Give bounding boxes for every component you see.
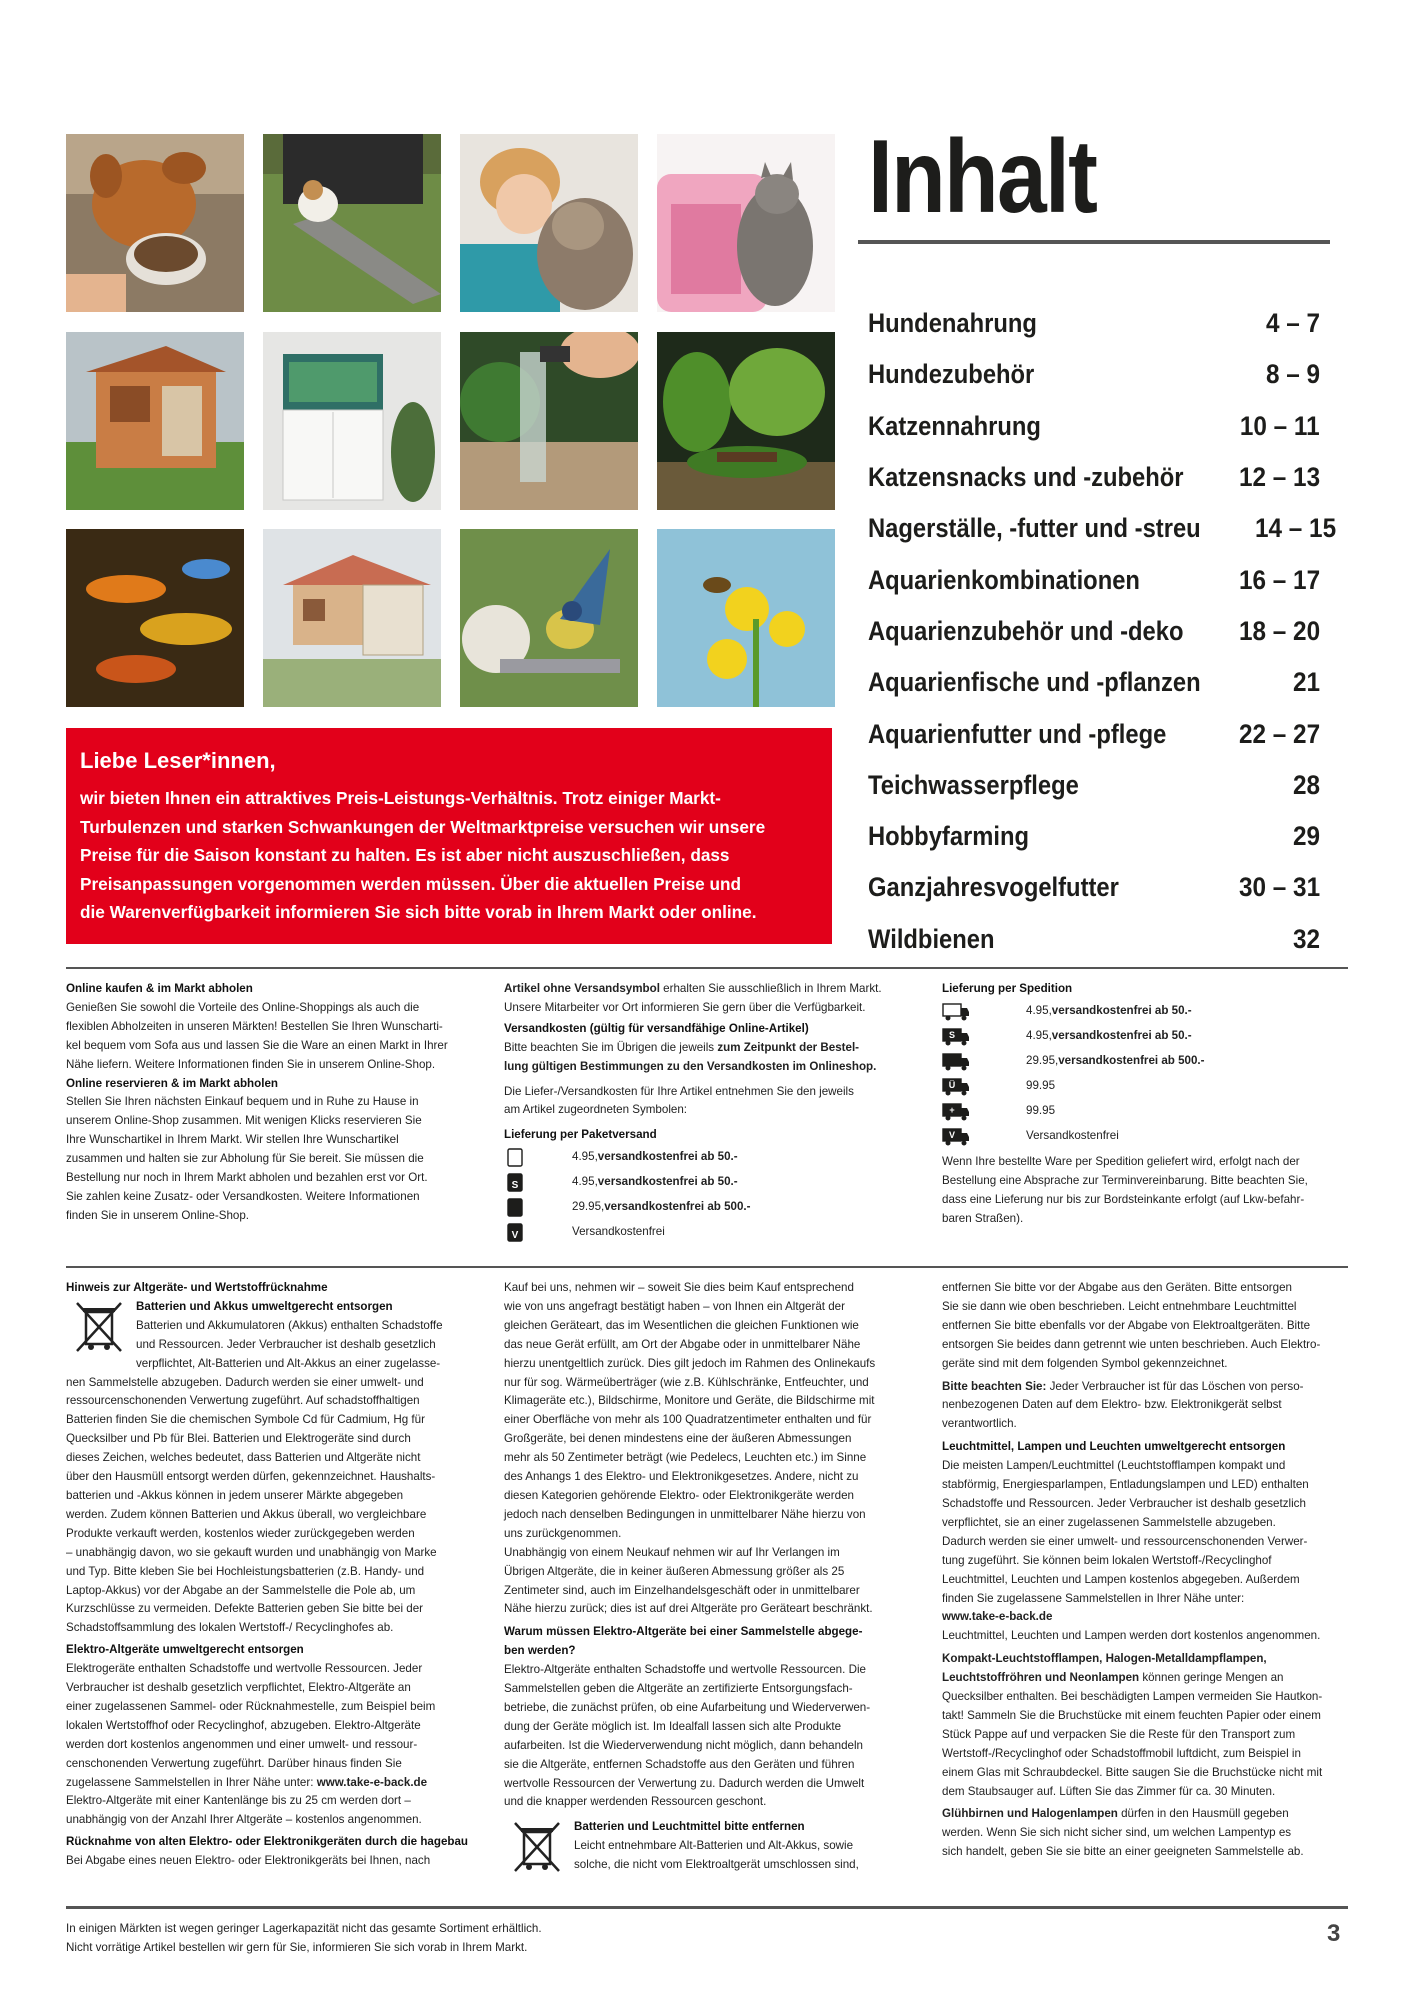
photo-dog-on-car-ramp bbox=[263, 134, 441, 312]
toc-entry-pages: 18 – 20 bbox=[1238, 615, 1320, 646]
rate-price: 4.95, bbox=[572, 1175, 598, 1189]
toc-entry-label: Katzensnacks und -zubehör bbox=[868, 462, 1184, 493]
toc-entry-pages: 30 – 31 bbox=[1238, 872, 1320, 903]
rate-note: versandkostenfrei ab 500.- bbox=[1058, 1053, 1205, 1067]
toc-entry-label: Hundenahrung bbox=[868, 308, 1037, 339]
remove-text-continued: entfernen Sie bitte vor der Abgabe aus den Geräten. Bitte entsorgen Sie sie dann wie oben beschrieben. Leicht entnehmbare Leuchtmittel entfernen Sie bitte ebenfalls vor der Abgabe von Elektroaltgeräten. Bitte entsorgen Sie beides dann getrennt wie unten beschrieben. Auch Elektro- geräte sind mit dem folgenden Symbol gekennzeichnet. bbox=[942, 1281, 1321, 1370]
why-text: Elektro-Altgeräte enthalten Schadstoffe und wertvolle Ressourcen. Die Sammelstellen geben die Altgeräte an zertifizierte Entsorgungsfach- betriebe, die zunächst prüfen, ob eine Aufarbeitung und Wiederverwen- dung der Geräte möglich ist. Im Idealfall lassen sich alte Produkte aufarbeiten. Ist die Wiederverwendung nicht möglich, dann behandeln sie die Altgeräte, entfernen Schadstoffe aus den Geräten und führen wertvolle Ressourcen der Verwertung zu. Dadurch werden die Umwelt und die knapper werdenden Ressourcen geschont. bbox=[504, 1663, 871, 1809]
toc-entry-label: Aquarienzubehör und -deko bbox=[868, 615, 1184, 646]
freight-rate-row bbox=[942, 999, 1352, 1024]
photo-wooden-rabbit-hutch bbox=[66, 332, 244, 510]
truck-s-icon bbox=[942, 1027, 970, 1046]
freight-note: Wenn Ihre bestellte Ware per Spedition geliefert wird, erfolgt nach der Bestellung eine Absprache zur Terminvereinbarung. Bitte beachten Sie, dass eine Lieferung nur bis zur Bordsteinkante erfolgt (auf Lkw-befahr- baren Straßen). bbox=[942, 1154, 1308, 1225]
remove-title: Batterien und Leuchtmittel bitte entfernen bbox=[574, 1820, 805, 1834]
toc-entry bbox=[868, 760, 1320, 811]
lamps-text-2: Leuchtmittel, Leuchten und Lampen werden dort kostenlos angenommen. bbox=[942, 1629, 1321, 1643]
toc-entry-label: Katzennahrung bbox=[868, 410, 1041, 441]
toc-entry bbox=[868, 708, 1320, 759]
note-text: Jeder Verbraucher ist für das Löschen von perso- nenbezogenen Daten auf dem Elektro- bzw. Elektronikgerät selbst verantwortlich. bbox=[942, 1379, 1304, 1431]
electro-title: Elektro-Altgeräte umweltgerecht entsorgen bbox=[66, 1643, 304, 1657]
recycling-column-3 bbox=[942, 1279, 1354, 1862]
toc-entry bbox=[868, 298, 1320, 349]
toc-entry-pages: 8 – 9 bbox=[1265, 359, 1320, 390]
electro-text-2: Elektro-Altgeräte mit einer Kantenlänge bis zu 25 cm werden dort – unabhängig von der Anzahl Ihrer Altgeräte – kostenlos angenommen. bbox=[66, 1794, 422, 1827]
rate-note: versandkostenfrei ab 50.- bbox=[597, 1175, 738, 1189]
no-symbol-bold: Artikel ohne Versandsymbol bbox=[504, 982, 660, 995]
crossed-bin-icon bbox=[74, 1300, 124, 1354]
parcel-rate-row bbox=[504, 1195, 914, 1220]
toc-entry-label: Hobbyfarming bbox=[868, 821, 1030, 852]
truck-outline-icon bbox=[942, 1002, 970, 1021]
no-symbol-text: erhalten Sie ausschließlich in Ihrem Markt. Unsere Mitarbeiter vor Ort informieren Sie gern über die Verfügbarkeit. bbox=[504, 982, 882, 1014]
svg-text:+: + bbox=[949, 1104, 955, 1115]
online-kaufen-text: Genießen Sie sowohl die Vorteile des Online-Shoppings als auch die flexiblen Abholzeiten in unseren Märkten! Bestellen Sie Ihren Wunscharti- kel bequem vom Sofa aus und lassen Sie die Ware an einen Markt in Ihrer Nähe liefern. Weitere Informationen finden Sie in unserem Online-Shop. bbox=[66, 1000, 448, 1071]
letter-heading: Liebe Leser*innen, bbox=[80, 748, 276, 773]
shipping-costs-text: Bitte beachten Sie im Übrigen die jeweils bbox=[504, 1040, 718, 1054]
svg-text:S: S bbox=[948, 1029, 956, 1040]
freight-rate-row bbox=[942, 1124, 1352, 1149]
section-divider bbox=[66, 1266, 1348, 1268]
truck-solid-icon bbox=[942, 1052, 970, 1071]
parcel-title: Lieferung per Paketversand bbox=[504, 1128, 657, 1142]
compact-lamps-title: Kompakt-Leuchtstofflampen, Halogen-Metalldampflampen, Leuchtstoffröhren und Neonlampen bbox=[942, 1652, 1267, 1685]
toc-entry bbox=[868, 452, 1320, 503]
toc-entry bbox=[868, 503, 1337, 554]
freight-rate-row bbox=[942, 1049, 1352, 1074]
photo-dog-with-food-bowl bbox=[66, 134, 244, 312]
letter-body: wir bieten Ihnen ein attraktives Preis-Leistungs-Verhältnis. Trotz einiger Markt- Turbulenzen und starken Schwankungen der Weltmarktpreise versuchen wir unsere Preise für die Saison konstant zu halten. Es ist aber nicht auszuschließen, dass Preisanpassungen vorgenommen werden müssen. Über die aktuellen Preise und die Warenverfügbarkeit informieren Sie sich bitte vorab in Ihrem Markt oder online. bbox=[80, 788, 766, 922]
toc-entry bbox=[868, 811, 1320, 862]
rate-note: versandkostenfrei ab 50.- bbox=[597, 1150, 738, 1164]
parcel-rate-row bbox=[504, 1220, 914, 1245]
freight-rate-row bbox=[942, 1099, 1352, 1124]
rate-price: 99.95 bbox=[1026, 1078, 1056, 1092]
shipping-costs-title: Versandkosten (gültig für versandfähige Online-Artikel) bbox=[504, 1021, 809, 1035]
rate-price: 99.95 bbox=[1026, 1103, 1056, 1117]
rate-price: 4.95, bbox=[572, 1150, 598, 1164]
compact-lamps-text: können geringe Mengen an Quecksilber enthalten. Bei beschädigten Lampen vermeiden Sie Hautkon- takt! Sammeln Sie die Bruchstücke mit einem feuchten Papier oder einem Stück Pappe auf und verpacken Sie die Reste für den Transport zum Wertstoff-/Recyclinghof oder Schadstoffmobil luftdicht, zum Beispiel in einem Glas mit Schraubdeckel. Bitte saugen Sie die Bruchstücke nicht mit dem Staubsauger auf. Lüften Sie das Zimmer für ca. 30 Minuten. bbox=[942, 1671, 1323, 1798]
shopping-info bbox=[66, 980, 476, 1226]
recycling-column-1 bbox=[66, 1279, 478, 1871]
title-divider bbox=[858, 240, 1330, 244]
lamps-title: Leuchtmittel, Lampen und Leuchten umweltgerecht entsorgen bbox=[942, 1440, 1286, 1454]
package-s-icon bbox=[504, 1173, 526, 1192]
toc-entry-label: Wildbienen bbox=[868, 923, 995, 954]
svg-text:Ü: Ü bbox=[948, 1079, 956, 1090]
toc-entry bbox=[868, 401, 1320, 452]
toc-entry-pages: 10 – 11 bbox=[1240, 410, 1320, 441]
truck-ue-icon bbox=[942, 1077, 970, 1096]
online-kaufen-title: Online kaufen & im Markt abholen bbox=[66, 982, 253, 995]
rate-price: Versandkostenfrei bbox=[572, 1225, 665, 1239]
take-e-back-link[interactable]: www.take-e-back.de bbox=[316, 1775, 428, 1789]
rate-price: 29.95, bbox=[1026, 1053, 1059, 1067]
photo-planted-aquarium bbox=[657, 332, 835, 510]
toc-entry-pages: 16 – 17 bbox=[1238, 564, 1320, 595]
toc-entry-label: Ganzjahresvogelfutter bbox=[868, 872, 1119, 903]
battery-title: Batterien und Akkus umweltgerecht entsorgen bbox=[136, 1299, 393, 1313]
toc-entry bbox=[868, 554, 1320, 605]
take-e-back-link[interactable]: www.take-e-back.de bbox=[942, 1610, 1053, 1624]
toc-entry-pages: 21 bbox=[1292, 667, 1320, 698]
battery-text: Batterien und Akkumulatoren (Akkus) enthalten Schadstoffe und Ressourcen. Jeder Verbraucher ist deshalb gesetzlich verpflichtet, Alt-Batterien und Alt-Akkus an einer zugelasse- nen Sammelstelle abzugeben. Dadurch werden sie einer umwelt- und ressourcenschonenden Verwertung zugeführt. Auf schadstoffhaltigen Batterien finden Sie die chemischen Symbole Cd für Cadmium, Hg für Quecksilber und Pb für Blei. Batterien und Elektrogeräte sind durch dieses Zeichen, welches bedeutet, dass Batterien und Altgeräte nicht über den Hausmüll entsorgt werden dürfen, gekennzeichnet. Haushalts- batterien und -Akkus können in jedem unserer Märkte abgegeben werden. Zudem können Batterien und Akkus überall, wo vergleichbare Produkte verkauft werden, kostenlos wieder zurückgegeben werden – unabhängig davon, wo sie gekauft wurden und unabhängig von Marke und Typ. Bitte kleben Sie bei Hochleistungsbatterien (z.B. Handy- und Laptop-Akkus) vor der Abgabe an der Sammelstelle die Pole ab, um Kurzschlüsse zu vermeiden. Defekte Batterien geben Sie bitte bei der Schadstoffsammlung des lokalen Wertstoff-/ Recyclinghofes ab. bbox=[66, 1318, 443, 1635]
photo-chicken-coop bbox=[263, 529, 441, 707]
toc-entry-pages: 32 bbox=[1292, 923, 1320, 954]
photo-aquarium-gravel-cleaner bbox=[460, 332, 638, 510]
photo-woman-with-cat bbox=[460, 134, 638, 312]
rate-price: Versandkostenfrei bbox=[1026, 1128, 1119, 1142]
bulbs-text: dürfen in den Hausmüll gegeben werden. Wenn Sie sich nicht sicher sind, um welchen Lampentyp es sich handelt, geben Sie sie bitte an einer geeigneten Sammelstelle ab. bbox=[942, 1807, 1304, 1859]
toc-entry-label: Aquarienfische und -pflanzen bbox=[868, 667, 1201, 698]
toc-entry-pages: 28 bbox=[1292, 769, 1320, 800]
toc-entry bbox=[868, 914, 1320, 965]
crossed-bin-icon bbox=[512, 1820, 562, 1874]
rate-note: versandkostenfrei ab 500.- bbox=[604, 1200, 751, 1214]
parcel-rate-list bbox=[504, 1145, 914, 1245]
toc-entry-label: Teichwasserpflege bbox=[868, 769, 1079, 800]
electro-text: Elektrogeräte enthalten Schadstoffe und wertvolle Ressourcen. Jeder Verbraucher ist deshalb gesetzlich verpflichtet, Elektro-Altgeräte an einer zugelassenen Sammel- oder Rücknahmestelle, zum Beispiel beim lokalen Wertstoffhof oder Recyclinghof, abzugeben. Elektro-Altgeräte werden dort kostenlos angenommen und einer umwelt- und ressour- censchonenden Verwertung zugeführt. Darüber hinaus finden Sie zugelassene Sammelstellen in Ihrer Nähe unter: bbox=[66, 1662, 436, 1789]
freight-title: Lieferung per Spedition bbox=[942, 982, 1073, 995]
delivery-symbols-text: Die Liefer-/Versandkosten für Ihre Artikel entnehmen Sie den jeweils am Artikel zugeordneten Symbolen: bbox=[504, 1084, 854, 1117]
table-of-contents bbox=[868, 298, 1337, 965]
rate-price: 4.95, bbox=[1026, 1028, 1052, 1042]
return-text-continued: Kauf bei uns, nehmen wir – soweit Sie dies beim Kauf entsprechend wie von uns angefragt bestätigt haben – von Ihnen ein Altgerät der gleichen Geräteart, das im Wesentlichen die gleichen Funktionen wie das neue Gerät erfüllt, am Ort der Abgabe oder in unmittelbarer Nähe hierzu unentgeltlich zurück. Dies gilt jedoch im Rahmen des Onlinekaufs nur für sog. Wärmeüberträger (wie z.B. Kühlschränke, Entfeuchter, und Klimageräte etc.), Bildschirme, Monitore und Geräte, die Bildschirme mit einer Oberfläche von mehr als 100 Quadratzentimeter enthalten und für Großgeräte, bei denen mindestens eine der äußeren Abmessungen mehr als 50 Zentimeter beträgt (wie Pedelecs, Leuchten etc.) im Sinne des Anhangs 1 des Elektro- und Elektronikgesetzes. Andere, nicht zu diesen Kategorien gehörende Elektro- oder Elektronikgeräte werden jedoch nach denselben Bedingungen in unmittelbarer Nähe hierzu von uns zurückgenommen. Unabhängig von einem Neukauf nehmen wir auf Ihr Verlangen im Übrigen Altgeräte, die in keiner äußeren Abmessung größer als 25 Zentimeter sind, auch im Einzelhandelsgeschäft oder in unmittelbarer Nähe hierzu zurück; dies ist auf drei Altgeräte pro Geräteart beschränkt. bbox=[504, 1281, 876, 1616]
remove-text: Leicht entnehmbare Alt-Batterien und Alt-Akkus, sowie solche, die nicht vom Elektroaltgerät umschlossen sind, bbox=[574, 1839, 859, 1872]
freight-rate-row bbox=[942, 1074, 1352, 1099]
rate-note: versandkostenfrei ab 50.- bbox=[1051, 1003, 1192, 1017]
toc-entry-pages: 29 bbox=[1292, 821, 1320, 852]
freight-info bbox=[942, 980, 1352, 1229]
shipping-info bbox=[504, 980, 914, 1245]
svg-text:V: V bbox=[511, 1230, 519, 1242]
package-outline-icon bbox=[504, 1148, 526, 1167]
toc-entry bbox=[868, 606, 1320, 657]
lamps-text: Die meisten Lampen/Leuchtmittel (Leuchtstofflampen kompakt und stabförmig, Energiesparlampen, Entladungslampen und LED) enthalten Schadstoffe und Ressourcen. Jeder Verbraucher ist deshalb gesetzlich verpflichtet, sie an einer zugelassenen Sammelstelle abzugeben. Dadurch werden sie einer umwelt- und ressourcenschonenden Verwer- tung zugeführt. Sie können beim lokalen Wertstoff-/Recyclinghof Leuchtmittel, Leuchten und Lampen kostenlos abgegeben. Außerdem finden Sie zugelassene Sammelstellen in Ihrer Nähe unter: bbox=[942, 1459, 1309, 1605]
page-number: 3 bbox=[1327, 1920, 1341, 1947]
toc-entry bbox=[868, 349, 1320, 400]
photo-aquarium-cabinet bbox=[263, 332, 441, 510]
bulbs-title: Glühbirnen und Halogenlampen bbox=[942, 1807, 1118, 1821]
parcel-rate-row bbox=[504, 1170, 914, 1195]
svg-text:S: S bbox=[511, 1180, 519, 1192]
toc-entry-pages: 12 – 13 bbox=[1238, 462, 1320, 493]
photo-guppy-fish bbox=[66, 529, 244, 707]
truck-v-icon bbox=[942, 1127, 970, 1146]
page-title: Inhalt bbox=[868, 119, 1097, 235]
return-text: Bei Abgabe eines neuen Elektro- oder Elektronikgeräts bei Ihnen, nach bbox=[66, 1854, 431, 1868]
toc-entry-label: Hundezubehör bbox=[868, 359, 1035, 390]
recycling-column-2 bbox=[504, 1279, 916, 1878]
why-title: Warum müssen Elektro-Altgeräte bei einer Sammelstelle abgege- ben werden? bbox=[504, 1625, 863, 1658]
online-reservieren-text: Stellen Sie Ihren nächsten Einkauf bequem und in Ruhe zu Hause in unserem Online-Shop zusammen. Mit wenigen Klicks reservieren Sie Ihre Wunschartikel in Ihrem Markt. Wir stellen Ihre Wunschartikel zusammen und halten sie zur Abholung für Sie bereit. Sie müssen die Bestellung nur noch in Ihrem Markt abholen und bezahlen erst vor Ort. Sie zahlen keine Zusatz- oder Versandkosten. Weitere Informationen finden Sie in unserem Online-Shop. bbox=[66, 1095, 428, 1222]
toc-entry-pages: 14 – 15 bbox=[1255, 513, 1337, 544]
photo-bee-on-flower bbox=[657, 529, 835, 707]
photo-grid bbox=[66, 134, 834, 707]
footer-note: In einigen Märkten ist wegen geringer Lagerkapazität nicht das gesamte Sortiment erhältlich. Nicht vorrätige Artikel bestellen wir gern für Sie, informieren Sie sich vorab in Ihrem Markt. bbox=[66, 1922, 542, 1954]
package-solid-icon bbox=[504, 1198, 526, 1217]
toc-entry-pages: 4 – 7 bbox=[1265, 308, 1320, 339]
rate-note: versandkostenfrei ab 50.- bbox=[1051, 1028, 1192, 1042]
note-bold: Bitte beachten Sie: bbox=[942, 1379, 1047, 1393]
toc-entry-label: Aquarienfutter und -pflege bbox=[868, 718, 1167, 749]
return-title: Rücknahme von alten Elektro- oder Elektronikgeräten durch die hagebau bbox=[66, 1835, 469, 1849]
parcel-rate-row bbox=[504, 1145, 914, 1170]
package-v-icon bbox=[504, 1223, 526, 1242]
rate-price: 29.95, bbox=[572, 1200, 605, 1214]
online-reservieren-title: Online reservieren & im Markt abholen bbox=[66, 1076, 278, 1090]
section-divider bbox=[66, 967, 1348, 969]
rate-price: 4.95, bbox=[1026, 1003, 1052, 1017]
freight-rate-list bbox=[942, 999, 1352, 1149]
recycling-title: Hinweis zur Altgeräte- und Wertstoffrücknahme bbox=[66, 1281, 328, 1294]
footer-divider bbox=[66, 1906, 1348, 1909]
freight-rate-row bbox=[942, 1024, 1352, 1049]
truck-plus-icon bbox=[942, 1102, 970, 1121]
photo-blue-tit-bird bbox=[460, 529, 638, 707]
toc-entry-label: Nagerställe, -futter und -streu bbox=[868, 513, 1201, 544]
toc-entry-label: Aquarienkombinationen bbox=[868, 564, 1140, 595]
photo-cat-in-pink-house bbox=[657, 134, 835, 312]
toc-entry bbox=[868, 862, 1320, 913]
svg-text:V: V bbox=[948, 1129, 956, 1140]
shipping-costs-bold: zum Zeitpunkt der Bestel- lung gültigen Bestimmungen zu den Versandkosten im Onlineshop. bbox=[504, 1040, 877, 1073]
toc-entry-pages: 22 – 27 bbox=[1238, 718, 1320, 749]
reader-letter-box bbox=[66, 728, 832, 944]
toc-entry bbox=[868, 657, 1320, 708]
